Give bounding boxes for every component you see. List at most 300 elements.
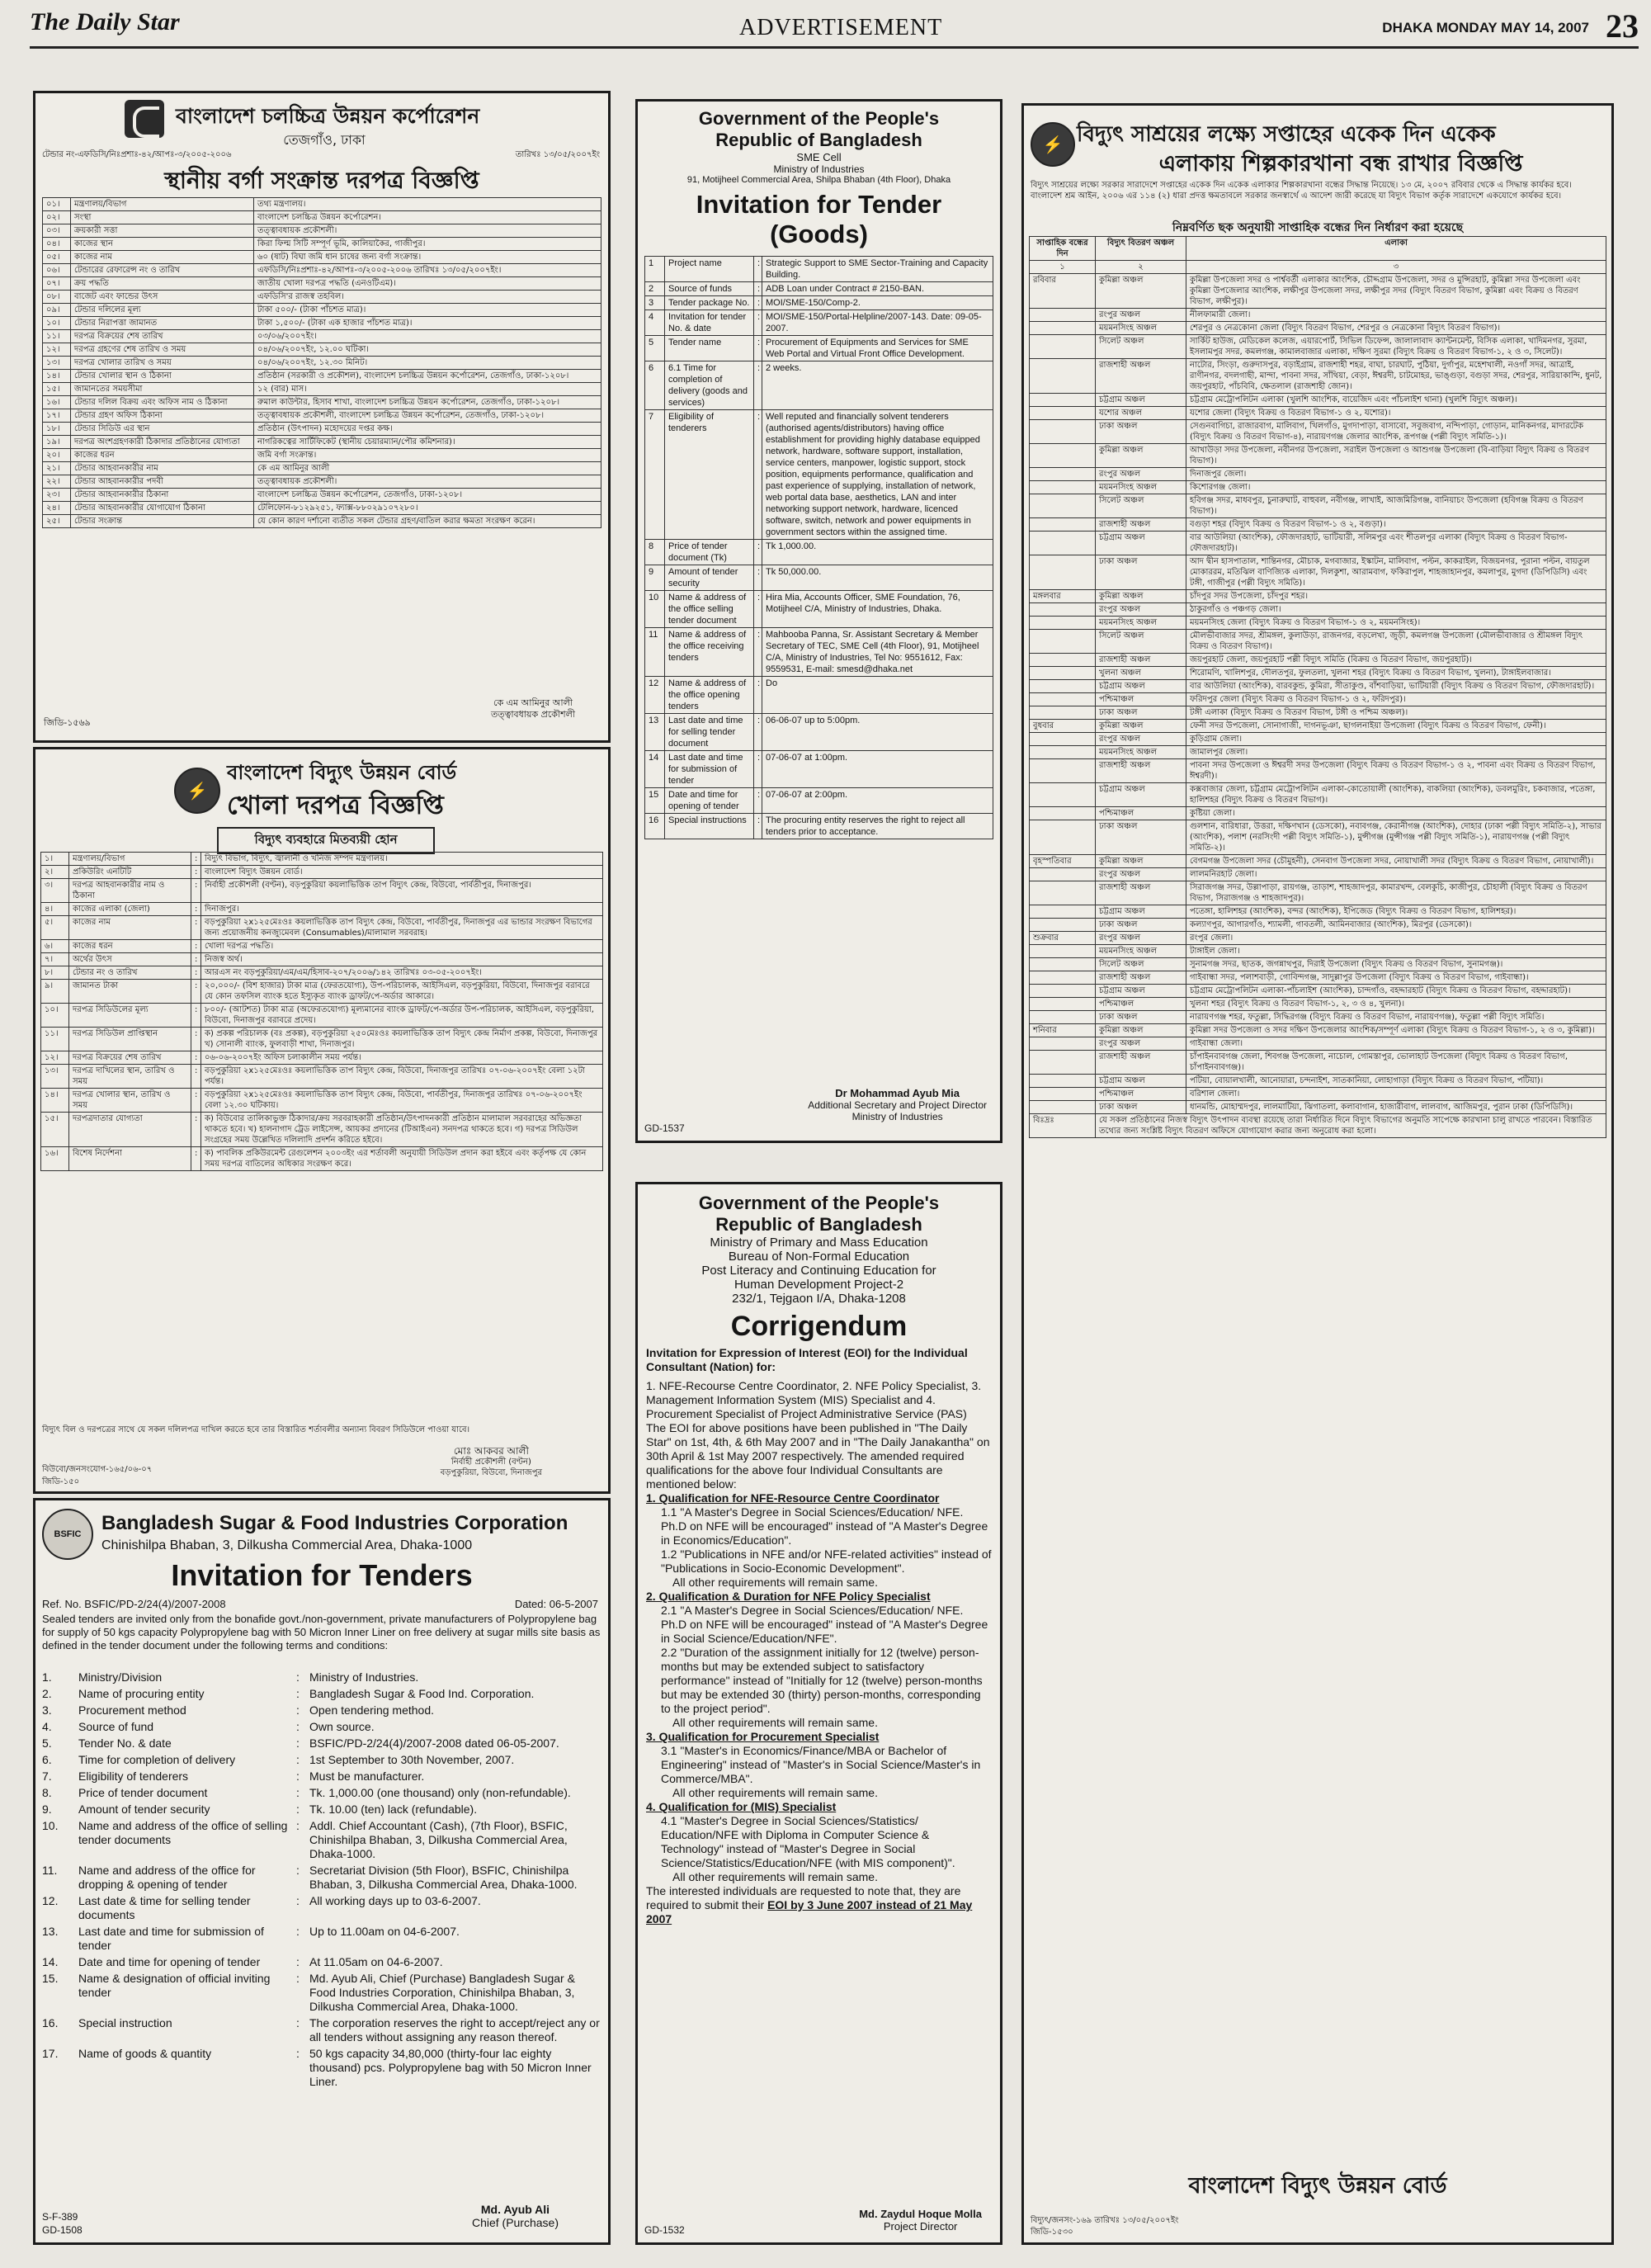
sme-row-label: Invitation for tender No. & date — [665, 310, 754, 336]
bsfic-term-number: 16. — [42, 2016, 59, 2029]
power-row-label: সিলেট অঞ্চল — [1096, 494, 1186, 518]
power-row-value: সার্কিট হাউজ, মেডিকেল কলেজ, এয়ারপোর্ট, সিভিল ডিফেন্স, জালালাবাদ ক্যান্টনমেন্ট, বিসিক এলাকা, খাদিমনগর, সুরমা, ইসলামপুর সদর, কমলগঞ্জ, কামালবাজার এলাকা, দক্ষিণ সুরমা (বিদ্যুৎ বিক্রয় ও বিতরণ বিভাগ-১, ২ ও ৩, সিলেট)। — [1186, 335, 1606, 359]
bpdb-logo: ⚡ — [174, 768, 220, 814]
power-row — [1030, 807, 1606, 820]
power-row-label: চট্টগ্রাম অঞ্চল — [1096, 905, 1186, 919]
sme-row-value: 06-06-07 up to 5:00pm. — [762, 714, 993, 751]
bpdb-row-label: দরপত্র খোলার স্থান, তারিখ ও সময় — [69, 1089, 191, 1113]
sme-row-label: 6.1 Time for completion of delivery (goods and services) — [665, 361, 754, 410]
power-row-value: সুনামগঞ্জ সদর, ছাতক, জগন্নাথপুর, দিরাই উপজেলা (বিদ্যুৎ বিক্রয় ও বিতরণ বিভাগ, সুনামগঞ্জ)। — [1186, 958, 1606, 971]
bfdc-row-label: দরপত্র বিক্রয়ের শেষ তারিখ — [71, 330, 254, 343]
bfdc-place: তেজগাঁও, ঢাকা — [283, 132, 366, 148]
bfdc-row-label: কাজের ধরন — [71, 449, 254, 462]
power-row-label: পশ্চিমাঞ্চল — [1096, 1088, 1186, 1101]
bfdc-date: তারিখঃ ১৩/০৫/২০০৭ইং — [515, 150, 600, 159]
bfdc-row-label: ক্রয় পদ্ধতি — [71, 277, 254, 291]
power-row-label: সিলেট অঞ্চল — [1096, 958, 1186, 971]
bpdb-row — [41, 1147, 603, 1171]
sme-row — [645, 282, 993, 296]
dateline: DHAKA MONDAY MAY 14, 2007 — [1382, 20, 1589, 35]
bpdb-row-number: ১৩। — [41, 1065, 69, 1089]
power-row-number: বুধবার — [1030, 720, 1096, 733]
power-col-zone: বিদ্যুৎ বিতরণ অঞ্চল — [1096, 237, 1186, 261]
power-row — [1030, 518, 1606, 532]
power-row — [1030, 309, 1606, 322]
power-note: যে সকল প্রতিষ্ঠানের নিজস্ব বিদ্যুৎ উৎপাদন ব্যবস্থা রয়েছে তারা নির্ধারিত দিনে বিদ্যুৎ বিভাগের অনুমতি সাপেক্ষে কারখানা চালু রাখতে পারবেন। বিস্তারিত তথ্যের জন্য সংশ্লিষ্ট বিদ্যুৎ বিতরণ অফিসে যোগাযোগ করার জন্য অনুরোধ করা হলো। — [1096, 1114, 1606, 1138]
power-row — [1030, 998, 1606, 1011]
bfdc-row-number: ২০। — [43, 449, 71, 462]
sme-signer — [808, 1088, 987, 1122]
sme-row — [645, 677, 993, 714]
corr-heading-3: 3. Qualification for Procurement Specialist — [646, 1730, 880, 1743]
bpdb-row-label: মন্ত্রণালয়/বিভাগ — [69, 853, 191, 866]
power-row-value: লালমনিরহাট জেলা। — [1186, 868, 1606, 881]
bpdb-row-separator: : — [191, 1147, 201, 1171]
power-row — [1030, 617, 1606, 630]
bpdb-note: বিদ্যুৎ বিল ও দরপত্রের সাথে যে সকল দলিলপত্র দাখিল করতে হবে তার বিস্তারিত শর্তাবলীর অন্যান্য বিবরণ সিডিউলে পাওয়া যাবে। — [42, 1425, 470, 1434]
power-row-value: বগুড়া শহর (বিদ্যুৎ বিক্রয় ও বিতরণ বিভাগ-১ ও ২, বগুড়া)। — [1186, 518, 1606, 532]
bfdc-code: জিডি-১৫৬৯ — [44, 717, 91, 728]
bpdb-row — [41, 1065, 603, 1089]
power-row-number — [1030, 630, 1096, 654]
power-logo: ⚡ — [1031, 122, 1075, 167]
power-row-value: কুমিল্লা সদর উপজেলা ও সদর দক্ষিণ উপজেলার আংশিক/সম্পূর্ণ এলাকা (বিদ্যুৎ বিক্রয় ও বিতরণ বিভাগ-১, ২ ও ৩, কুমিল্লা)। — [1186, 1024, 1606, 1037]
bfdc-row-label: মন্ত্রণালয়/বিভাগ — [71, 198, 254, 211]
sme-row-separator: : — [754, 565, 762, 591]
corr-remain-3: All other requirements will remain same. — [672, 1786, 878, 1799]
power-row — [1030, 820, 1606, 855]
power-row-label: রাজশাহী অঞ্চল — [1096, 881, 1186, 905]
sme-row-separator: : — [754, 540, 762, 565]
bfdc-row-value: ১২ (বার) মাস। — [254, 383, 601, 396]
bpdb-row-number: ৪। — [41, 903, 69, 916]
bsfic-term-number: 6. — [42, 1753, 52, 1766]
bfdc-row — [43, 277, 601, 291]
bpdb-row — [41, 1113, 603, 1147]
bfdc-row-number: ১১। — [43, 330, 71, 343]
bfdc-row-number: ১৪। — [43, 370, 71, 383]
power-row-value: কুষ্টিয়া জেলা। — [1186, 807, 1606, 820]
bpdb-row-number: ১৫। — [41, 1113, 69, 1147]
bpdb-row — [41, 1028, 603, 1051]
bsfic-term-row — [42, 1753, 601, 1767]
power-row-value: চট্টগ্রাম মেট্রোপলিটন এলাকা-পাঁচলাইশ (আংশিক), চান্দগাঁও, বহদ্দারহাট (বিদ্যুৎ বিক্রয় ও বিতরণ বিভাগ, বহদ্দারহাট)। — [1186, 985, 1606, 998]
power-row-value: নারায়ণগঞ্জ শহর, ফতুল্লা, সিদ্ধিরগঞ্জ (বিদ্যুৎ বিক্রয় ও বিতরণ বিভাগ, নারায়ণগঞ্জ), ফতুল্লা পল্লী বিদ্যুৎ সমিতি। — [1186, 1011, 1606, 1024]
bpdb-row-separator: : — [191, 866, 201, 879]
sme-row-number: 7 — [645, 410, 665, 540]
power-row-number: শুক্রবার — [1030, 932, 1096, 945]
bpdb-row-label: বিশেষ নির্দেশনা — [69, 1147, 191, 1171]
bfdc-row-value: তত্ত্বাবধায়ক প্রকৌশলী। — [254, 475, 601, 489]
power-row-label: চট্টগ্রাম অঞ্চল — [1096, 532, 1186, 555]
bfdc-row-number: ২৩। — [43, 489, 71, 502]
bsfic-term-label: Date and time for opening of tender — [78, 1955, 261, 1968]
bfdc-row — [43, 317, 601, 330]
power-row — [1030, 746, 1606, 759]
power-row-label: ময়মনসিংহ অঞ্চল — [1096, 945, 1186, 958]
power-row — [1030, 603, 1606, 617]
bsfic-term-value: 50 kgs capacity 34,80,000 (thirty-four lac eighty thousand) pcs. Polypropylene bag with 50 Micron Inner Liner. — [309, 2047, 592, 2088]
sme-row-number: 14 — [645, 751, 665, 788]
power-row-value: আখাউড়া সদর উপজেলা, নবীনগর উপজেলা, সরাইল উপজেলা ও আশুগঞ্জ উপজেলা (বি-বাড়িয়া বিদ্যুৎ বিক্রয় ও বিতরণ বিভাগ)। — [1186, 444, 1606, 468]
corr-subtitle: Invitation for Expression of Interest (EOI) for the Individual Consultant (Nation) for: — [646, 1346, 968, 1373]
bfdc-row-number: ০৮। — [43, 291, 71, 304]
sme-row-label: Name & address of the office opening tenders — [665, 677, 754, 714]
bpdb-row-label: দরপত্র বিক্রয়ের শেষ তারিখ — [69, 1051, 191, 1065]
power-row-value: পতেঙ্গা, হালিশহর (আংশিক), বন্দর (আংশিক), ইপিজেড (বিদ্যুৎ বিক্রয় ও বিতরণ বিভাগ, হালিশহর)। — [1186, 905, 1606, 919]
bfdc-row-number: ১৭। — [43, 409, 71, 423]
corr-signer — [859, 2208, 982, 2233]
bsfic-term-separator: : — [296, 1972, 300, 1985]
sme-row-separator: : — [754, 814, 762, 839]
bsfic-term-label: Eligibility of tenderers — [78, 1770, 189, 1783]
bfdc-row — [43, 198, 601, 211]
power-col-num-3: ৩ — [1186, 261, 1606, 274]
corr-signer-title: Project Director — [883, 2220, 958, 2233]
bpdb-row-value: বড়পুকুরিয়া ২x১২৫মেঃওঃ কয়লাভিত্তিক তাপ বিদ্যুৎ কেন্দ্র, বিউবো, পার্বতীপুর, দিনাজপুর এর ভান্ডার সংরক্ষণ বিভাগের জন্য প্রয়োজনীয় কনজ্যুমেবল (Consumables)/মালামাল সরবরাহ। — [201, 916, 603, 940]
bfdc-title: স্থানীয় বর্গা সংক্রান্ত দরপত্র বিজ্ঞপ্তি — [164, 167, 479, 194]
power-sign-org: বাংলাদেশ বিদ্যুৎ উন্নয়ন বোর্ড — [1188, 2173, 1447, 2199]
bsfic-term-label: Name and address of the office of selling tender documents — [78, 1819, 288, 1846]
power-row-number — [1030, 420, 1096, 444]
bfdc-row-value: জাতীয় খোলা দরপত্র পদ্ধতি (এনওটিএম)। — [254, 277, 601, 291]
power-row-number — [1030, 1011, 1096, 1024]
bfdc-row-number: ২২। — [43, 475, 71, 489]
power-row — [1030, 868, 1606, 881]
bsfic-term-label: Name of procuring entity — [78, 1687, 205, 1700]
sme-cell: SME Cell — [796, 151, 842, 163]
sme-row-value: Strategic Support to SME Sector-Training and Capacity Building. — [762, 257, 993, 282]
corr-item-2-1: 2.1 "A Master's Degree in Social Sciences/Education/ NFE. Ph.D on NFE will be encouraged" instead of "A Master's Degree in Social Science/Education/NFE". — [661, 1604, 988, 1645]
corr-closing — [646, 1884, 992, 1926]
bpdb-signer-address: বড়পুকুরিয়া, বিউবো, দিনাজপুর — [440, 1468, 542, 1477]
sme-signer-title: Additional Secretary and Project Director — [808, 1099, 987, 1111]
sme-row-value: Mahbooba Panna, Sr. Assistant Secretary & Member Secretary of TEC, SME Cell (4th Floor), 91, Motijheel C/A, Ministry of Industries, Tel No: 9551612, Fax: 9559531, E-mail: smesd@dhaka.net — [762, 628, 993, 677]
bpdb-title: খোলা দরপত্র বিজ্ঞপ্তি — [227, 791, 444, 820]
corr-item-1-2: 1.2 "Publications in NFE and/or NFE-related activities" instead of "Publications in Socio-Economic Development". — [661, 1547, 992, 1575]
bsfic-term-value: Bangladesh Sugar & Food Ind. Corporation. — [309, 1687, 535, 1700]
bpdb-row-number: ৩। — [41, 879, 69, 903]
power-row-label: পশ্চিমাঞ্চল — [1096, 807, 1186, 820]
power-row — [1030, 407, 1606, 420]
bpdb-row-separator: : — [191, 1004, 201, 1028]
power-row-label: রংপুর অঞ্চল — [1096, 1037, 1186, 1051]
bsfic-address: Chinishilpa Bhaban, 3, Dilkusha Commercial Area, Dhaka-1000 — [101, 1538, 473, 1552]
power-row-number — [1030, 807, 1096, 820]
bsfic-term-number: 14. — [42, 1955, 59, 1968]
sme-row-value: Well reputed and financially solvent tenderers (authorised agents/distributors) having office establishment for providing highly database equipped network, hardware, software support, installation, service centers, manpower, logistic support, stock position, equipments performance, qualification and past experience of supplying, installation of network, web portal data base, aesthetics, LAN and inter networking support network, hardware, licenced software, switch, network and power equipments in government sectors within the assigned time. — [762, 410, 993, 540]
bfdc-signer-name: কে এম আমিনুর আলী — [493, 697, 573, 708]
power-row — [1030, 322, 1606, 335]
power-row-number — [1030, 680, 1096, 693]
bpdb-row-number: ১৪। — [41, 1089, 69, 1113]
power-row-number — [1030, 905, 1096, 919]
bpdb-row — [41, 916, 603, 940]
power-row-label: চট্টগ্রাম অঞ্চল — [1096, 680, 1186, 693]
bpdb-memo: বিউবো/জনসংযোগ-১৬৫/০৬-০৭ — [42, 1465, 153, 1474]
bpdb-row-separator: : — [191, 1089, 201, 1113]
sme-row-number: 2 — [645, 282, 665, 296]
bsfic-term-row — [42, 1720, 601, 1734]
bsfic-signer — [472, 2203, 559, 2229]
power-row-value: মৌলভীবাজার সদর, শ্রীমঙ্গল, কুলাউড়া, রাজনগর, বড়লেখা, জুড়ী, কমলগঞ্জ উপজেলা (মৌলভীবাজার ও শ্রীমঙ্গল বিদ্যুৎ বিক্রয় ও বিতরণ বিভাগ)। — [1186, 630, 1606, 654]
bpdb-row-value: বড়পুকুরিয়া ২x১২৫মেঃওঃ কয়লাভিত্তিক তাপ বিদ্যুৎ কেন্দ্র, বিউবো, দিনাজপুর তারিখঃ ০৭-০৬-২০০৭ইং বেলা ১২টা পর্যন্ত। — [201, 1065, 603, 1089]
bfdc-row-label: টেন্ডার আহবানকারীর পদবী — [71, 475, 254, 489]
power-row-value: শিরোমণি, খালিশপুর, দৌলতপুর, ফুলতলা, খুলনা শহর (বিদ্যুৎ বিক্রয় ও বিতরণ বিভাগ, খুলনা), টাঙ্গাইলবাজার। — [1186, 667, 1606, 680]
bpdb-row-number: ১১। — [41, 1028, 69, 1051]
bsfic-term-value: BSFIC/PD-2/24(4)/2007-2008 dated 06-05-2007. — [309, 1736, 559, 1750]
bfdc-row-label: দরপত্র খোলার তারিখ ও সময় — [71, 357, 254, 370]
bsfic-term-separator: : — [296, 2016, 300, 2029]
bpdb-row-value: বাংলাদেশ বিদ্যুৎ উন্নয়ন বোর্ড। — [201, 866, 603, 879]
sme-row-value: Tk 1,000.00. — [762, 540, 993, 565]
power-row-number — [1030, 481, 1096, 494]
power-row — [1030, 680, 1606, 693]
sme-row-label: Last date and time for submission of tender — [665, 751, 754, 788]
bpdb-row-number: ১৬। — [41, 1147, 69, 1171]
corr-project-2: Human Development Project-2 — [734, 1278, 904, 1292]
sme-row — [645, 788, 993, 814]
power-row-label: কুমিল্লা অঞ্চল — [1096, 444, 1186, 468]
power-row-number — [1030, 407, 1096, 420]
bpdb-row-label: দরপত্র দাখিলের স্থান, তারিখ ও সময় — [69, 1065, 191, 1089]
sme-gov-line-2: Republic of Bangladesh — [715, 130, 922, 150]
power-row-value: পাবনা সদর উপজেলা ও ঈশ্বরদী সদর উপজেলা (বিদ্যুৎ বিক্রয় ও বিতরণ বিভাগ-১ ও ২, পাবনা এবং বিক্রয় ও বিতরণ বিভাগ, ঈশ্বরদী)। — [1186, 759, 1606, 783]
sme-row-value: 2 weeks. — [762, 361, 993, 410]
bsfic-term-row — [42, 1955, 601, 1969]
power-row-value: ফরিদপুর জেলা (বিদ্যুৎ বিক্রয় ও বিতরণ বিভাগ-১ ও ২, ফরিদপুর)। — [1186, 693, 1606, 706]
bpdb-row-value: ৮০০/- (আটশত) টাকা মাত্র (অফেরতযোগ্য) মূল্যমানের ব্যাংক ড্রাফট/পে-অর্ডার উপ-পরিচালক, আইসিএল, বড়পুকুরিয়া, বিউবো, দিনাজপুর বরাবরে প্রদেয়। — [201, 1004, 603, 1028]
bfdc-row-value: তথ্য মন্ত্রণালয়। — [254, 198, 601, 211]
sme-row-label: Project name — [665, 257, 754, 282]
bsfic-term-label: Last date and time for submission of tender — [78, 1925, 264, 1952]
sme-row-label: Name & address of the office receiving tenders — [665, 628, 754, 677]
power-row-value: বার আউলিয়া (আংশিক), ফৌজদারহাট, ভাটিয়ারী, সলিমপুর এবং শীতলপুর এলাকা (বিদ্যুৎ বিক্রয় ও বিতরণ বিভাগ-ফৌজদারহাট)। — [1186, 532, 1606, 555]
power-row — [1030, 667, 1606, 680]
bpdb-row-separator: : — [191, 980, 201, 1004]
sme-row — [645, 257, 993, 282]
power-row-value: ঠাকুরগাঁও ও পঞ্চগড় জেলা। — [1186, 603, 1606, 617]
bpdb-row — [41, 940, 603, 953]
bfdc-row — [43, 238, 601, 251]
power-row-value: বার আউলিয়া (আংশিক), বারবকুন্ড, কুমিরা, সীতাকুণ্ড, বাঁশবাড়িয়া, ভাটিয়ারী (বিদ্যুৎ বিক্রয় ও বিতরণ বিভাগ, ফৌজদারহাট)। — [1186, 680, 1606, 693]
bsfic-term-row — [42, 2047, 601, 2089]
sme-row — [645, 336, 993, 361]
bpdb-row — [41, 903, 603, 916]
bpdb-row-label: দরপত্র সিডিউল প্রাপ্তিস্থান — [69, 1028, 191, 1051]
sme-row-value: Tk 50,000.00. — [762, 565, 993, 591]
bfdc-row-label: দরপত্র গ্রহণের শেষ তারিখ ও সময় — [71, 343, 254, 357]
bsfic-term-number: 17. — [42, 2047, 59, 2060]
bfdc-row-label: টেন্ডার গ্রহণ অফিস ঠিকানা — [71, 409, 254, 423]
power-row — [1030, 630, 1606, 654]
bpdb-row-value: ০৬-০৬-২০০৭ইং অফিস চলাকালীন সময় পর্যন্ত। — [201, 1051, 603, 1065]
power-row-number — [1030, 359, 1096, 394]
bfdc-row-label: টেন্ডার খোলার স্থান ও ঠিকানা — [71, 370, 254, 383]
power-code: জিডি-১৫৩০ — [1031, 2228, 1073, 2237]
bpdb-row — [41, 866, 603, 879]
bsfic-term-number: 1. — [42, 1670, 52, 1684]
bpdb-slogan: বিদ্যুৎ ব্যবহারে মিতব্যয়ী হোন — [217, 827, 435, 854]
power-row-value: দিনাজপুর জেলা। — [1186, 468, 1606, 481]
power-row — [1030, 932, 1606, 945]
bsfic-term-separator: : — [296, 1753, 300, 1766]
bsfic-term-row — [42, 1819, 601, 1861]
power-row — [1030, 881, 1606, 905]
bsfic-term-separator: : — [296, 1955, 300, 1968]
bsfic-term-separator: : — [296, 1803, 300, 1816]
bfdc-row-value: নাগরিকত্বের সার্টিফিকেট (স্থানীয় চেয়ারম্যান/পৌর কমিশনার)। — [254, 436, 601, 449]
power-row — [1030, 335, 1606, 359]
bsfic-term-separator: : — [296, 1770, 300, 1783]
bfdc-row-number: ১৮। — [43, 423, 71, 436]
bpdb-row-value: ২০,০০০/- (বিশ হাজার) টাকা মাত্র (ফেরতযোগ্য), উপ-পরিচালক, আইসিএল, বড়পুকুরিয়া, বিউবো, দিনাজপুর বরাবরে যে কোন তফসিল ব্যাংক হতে ইস্যুকৃত ব্যাংক ড্রাফট/পে-অর্ডার আকারে। — [201, 980, 603, 1004]
power-row-number — [1030, 1051, 1096, 1075]
power-row-label: রংপুর অঞ্চল — [1096, 468, 1186, 481]
bfdc-table — [42, 197, 601, 528]
power-row-value: কুমিল্লা উপজেলা সদর ও পার্শ্ববর্তী এলাকার আংশিক, চৌদ্দগ্রাম উপজেলা, সদর ও মুন্সিরহাট, কুমিল্লা সদর উপজেলা এবং কুমিল্লা উপজেলার আংশিক, লক্ষীপুর উপজেলা সদর, লক্ষীপুর সদর (বিদ্যুৎ বিতরণ বিভাগ, কুমিল্লা এবং বিক্রয় ও বিতরণ বিভাগ, লক্ষীপুর)। — [1186, 274, 1606, 309]
bsfic-dated: Dated: 06-5-2007 — [514, 1598, 598, 1610]
bfdc-row-value: তত্ত্বাবধায়ক প্রকৌশলী। — [254, 224, 601, 238]
power-row-value: জয়পুরহাট জেলা, জয়পুরহাট পল্লী বিদ্যুৎ সমিতি (বিক্রয় ও বিতরণ বিভাগ, জয়পুরহাট)। — [1186, 654, 1606, 667]
power-row-label: রংপুর অঞ্চল — [1096, 868, 1186, 881]
sme-row-separator: : — [754, 410, 762, 540]
corr-remain-2: All other requirements will remain same. — [672, 1716, 878, 1729]
bpdb-row-label: দরপত্র আহবানকারীর নাম ও ঠিকানা — [69, 879, 191, 903]
bfdc-row-label: টেন্ডার দলিল বিক্রয় এবং অফিস নাম ও ঠিকানা — [71, 396, 254, 409]
bfdc-row-number: ১৯। — [43, 436, 71, 449]
corr-remain-1: All other requirements will remain same. — [672, 1576, 878, 1589]
bpdb-row — [41, 853, 603, 866]
bfdc-row-label: টেন্ডার নিরাপত্তা জামানত — [71, 317, 254, 330]
bpdb-row-separator: : — [191, 953, 201, 966]
bfdc-row-value: তত্ত্বাবধায়ক প্রকৌশলী, বাংলাদেশ চলচ্চিত্র উন্নয়ন কর্পোরেশন, তেজগাঁও, ঢাকা-১২০৮। — [254, 409, 601, 423]
bfdc-row-label: টেন্ডার সংক্রান্ত — [71, 515, 254, 528]
power-intro: বিদ্যুৎ সাশ্রয়ের লক্ষ্যে সরকার সারাদেশে সপ্তাহের একেক দিন একেক এলাকার শিল্পকারখানা বন্ধের সিদ্ধান্ত নিয়েছে। ১৩ মে, ২০০৭ রবিবার থেকে এ সিদ্ধান্ত কার্যকর হবে। বাংলাদেশ শ্রম আইন, ২০০৬ এর ১১৪ (২) ধারা প্রদত্ত ক্ষমতাবলে সরকার জনস্বার্থে এ আদেশ জারী করেছে যা বিদ্যুৎ বিভাগ কর্তৃক সারাদেশে একযোগে কার্যকর হবে। — [1031, 181, 1572, 201]
bpdb-row-label: টেন্ডার নং ও তারিখ — [69, 966, 191, 980]
bsfic-terms — [42, 1670, 601, 2091]
corrigendum-ad — [635, 1182, 1002, 2245]
bsfic-term-number: 12. — [42, 1894, 59, 1907]
power-row — [1030, 706, 1606, 720]
bfdc-row-value: প্রতিষ্ঠান (সরকারী ও প্রকৌশল), বাংলাদেশ চলচ্চিত্র উন্নয়ন কর্পোরেশন, তেজগাঁও, ঢাকা-১২০৮। — [254, 370, 601, 383]
power-row — [1030, 971, 1606, 985]
bfdc-row — [43, 251, 601, 264]
bsfic-term-separator: : — [296, 1864, 300, 1877]
power-row-value: চাঁদপুর সদর উপজেলা, চাঁদপুর শহর। — [1186, 590, 1606, 603]
power-row-number — [1030, 1037, 1096, 1051]
corr-heading-4: 4. Qualification for (MIS) Specialist — [646, 1800, 837, 1813]
bsfic-term-value: Must be manufacturer. — [309, 1770, 425, 1783]
power-row — [1030, 494, 1606, 518]
bpdb-tender-ad — [33, 747, 611, 1494]
bpdb-row-value: ক) পাবলিক প্রকিউরমেন্ট রেগুলেশন ২০০৩ইং এর শর্তাবলী অনুযায়ী সিডিউল প্রদান করা হইবে এবং কর্তৃপক্ষ যে কোন সময় দরপত্র বাতিলের অধিকার সংরক্ষণ করে। — [201, 1147, 603, 1171]
power-row — [1030, 468, 1606, 481]
power-row — [1030, 654, 1606, 667]
power-row-label: চট্টগ্রাম অঞ্চল — [1096, 394, 1186, 407]
power-row-number — [1030, 1088, 1096, 1101]
power-row-label: ময়মনসিংহ অঞ্চল — [1096, 617, 1186, 630]
bsfic-term-separator: : — [296, 1925, 300, 1938]
power-row-number — [1030, 603, 1096, 617]
power-row-number: বৃহস্পতিবার — [1030, 855, 1096, 868]
power-row — [1030, 945, 1606, 958]
bsfic-term-separator: : — [296, 1736, 300, 1750]
bfdc-row — [43, 475, 601, 489]
bpdb-row-value: দিনাজপুর। — [201, 903, 603, 916]
sme-row-label: Tender name — [665, 336, 754, 361]
power-row-value: চাঁপাইনবাবগঞ্জ জেলা, শিবগঞ্জ উপজেলা, নাচোল, গোমস্তাপুর, ভোলাহাট উপজেলা (বিদ্যুৎ বিক্রয় ও বিতরণ বিভাগ, চাঁপাইনবাবগঞ্জ)। — [1186, 1051, 1606, 1075]
bpdb-row-label: কাজের ধরন — [69, 940, 191, 953]
power-row-value: বেগমগঞ্জ উপজেলা সদর (চৌমুহনী), সেনবাগ উপজেলা সদর, নোয়াখালী সদর (বিদ্যুৎ বিক্রয় ও বিতরণ বিভাগ, নোয়াখালী)। — [1186, 855, 1606, 868]
power-row-number — [1030, 1075, 1096, 1088]
bpdb-row-separator: : — [191, 1028, 201, 1051]
bsfic-term-number: 4. — [42, 1720, 52, 1733]
bfdc-row-number: ০২। — [43, 211, 71, 224]
corr-address: 232/1, Tejgaon I/A, Dhaka-1208 — [732, 1292, 906, 1306]
bsfic-term-separator: : — [296, 1720, 300, 1733]
power-row — [1030, 444, 1606, 468]
bpdb-signer-title: নির্বাহী প্রকৌশলী (বণ্টন) — [450, 1458, 531, 1467]
power-row-label: কুমিল্লা অঞ্চল — [1096, 855, 1186, 868]
power-row-label: কুমিল্লা অঞ্চল — [1096, 590, 1186, 603]
bfdc-row — [43, 224, 601, 238]
bfdc-row-number: ০৯। — [43, 304, 71, 317]
sme-row-label: Source of funds — [665, 282, 754, 296]
bfdc-row — [43, 370, 601, 383]
bsfic-intro: Sealed tenders are invited only from the bonafide govt./non-government, private manufacturers of Polypropylene bag for supply of 50 kgs capacity Polypropylene bag with 50 Micron Inner Liner on free delivery at sugar mills site basis as defined in the tender document under the following terms and conditions: — [42, 1613, 601, 1651]
power-row-value: রংপুর জেলা। — [1186, 932, 1606, 945]
power-row-value: ধানমন্ডি, মোহাম্মদপুর, লালমাটিয়া, ঝিগাতলা, কলাবাগান, হাজারীবাগ, লালবাগ, আজিমপুর, পুরান ঢাকা (ডিপিডিসি)। — [1186, 1101, 1606, 1114]
bfdc-row — [43, 264, 601, 277]
bsfic-term-number: 13. — [42, 1925, 59, 1938]
bpdb-row-separator: : — [191, 940, 201, 953]
power-row — [1030, 359, 1606, 394]
bpdb-row-label: দরপত্র সিডিউলের মূল্য — [69, 1004, 191, 1028]
sme-row-label: Date and time for opening of tender — [665, 788, 754, 814]
bpdb-row-number: ৬। — [41, 940, 69, 953]
sme-row-separator: : — [754, 788, 762, 814]
bsfic-title: Invitation for Tenders — [171, 1558, 473, 1592]
bpdb-row-value: নিজস্ব অর্থ। — [201, 953, 603, 966]
bfdc-row-label: দরপত্র অংশগ্রহণকারী ঠিকাদার প্রতিষ্ঠানের যোগ্যতা — [71, 436, 254, 449]
bfdc-row-label: টেন্ডার দলিলের মূল্য — [71, 304, 254, 317]
power-row-label: চট্টগ্রাম অঞ্চল — [1096, 985, 1186, 998]
sme-row-separator: : — [754, 296, 762, 310]
bpdb-row-value: আরএস নং বড়পুকুরিয়া/এম/এম/হিসাব-২০৭/২০০৬/১৪২ তারিখঃ ০৩-০৫-২০০৭ইং। — [201, 966, 603, 980]
bsfic-term-separator: : — [296, 1670, 300, 1684]
sme-row-label: Name & address of the office selling tender document — [665, 591, 754, 628]
bsfic-code-2: GD-1508 — [42, 2224, 83, 2236]
bpdb-row-label: অর্থের উৎস — [69, 953, 191, 966]
bsfic-term-value: Up to 11.00am on 04-6-2007. — [309, 1925, 460, 1938]
corr-heading-2: 2. Qualification & Duration for NFE Policy Specialist — [646, 1590, 931, 1603]
bpdb-row-label: কাজের নাম — [69, 916, 191, 940]
corr-heading-1: 1. Qualification for NFE-Resource Centre Coordinator — [646, 1491, 940, 1505]
bpdb-row — [41, 953, 603, 966]
bsfic-term-number: 3. — [42, 1703, 52, 1717]
power-row-value: গাইবান্ধা সদর, পলাশবাড়ী, গোবিন্দগঞ্জ, সাদুল্লাপুর উপজেলা (বিদ্যুৎ বিক্রয় ও বিতরণ বিভাগ, গাইবান্ধা)। — [1186, 971, 1606, 985]
power-row — [1030, 905, 1606, 919]
bfdc-row — [43, 291, 601, 304]
power-row — [1030, 1011, 1606, 1024]
sme-row-separator: : — [754, 257, 762, 282]
bsfic-term-row — [42, 1894, 601, 1922]
sme-row-number: 6 — [645, 361, 665, 410]
bpdb-row — [41, 1004, 603, 1028]
bfdc-row-label: টেন্ডার সিডিউ এর স্থান — [71, 423, 254, 436]
bsfic-term-value: Secretariat Division (5th Floor), BSFIC, Chinishilpa Bhaban, 3, Dilkusha Commercial Area, Dhaka-1000. — [309, 1864, 578, 1891]
